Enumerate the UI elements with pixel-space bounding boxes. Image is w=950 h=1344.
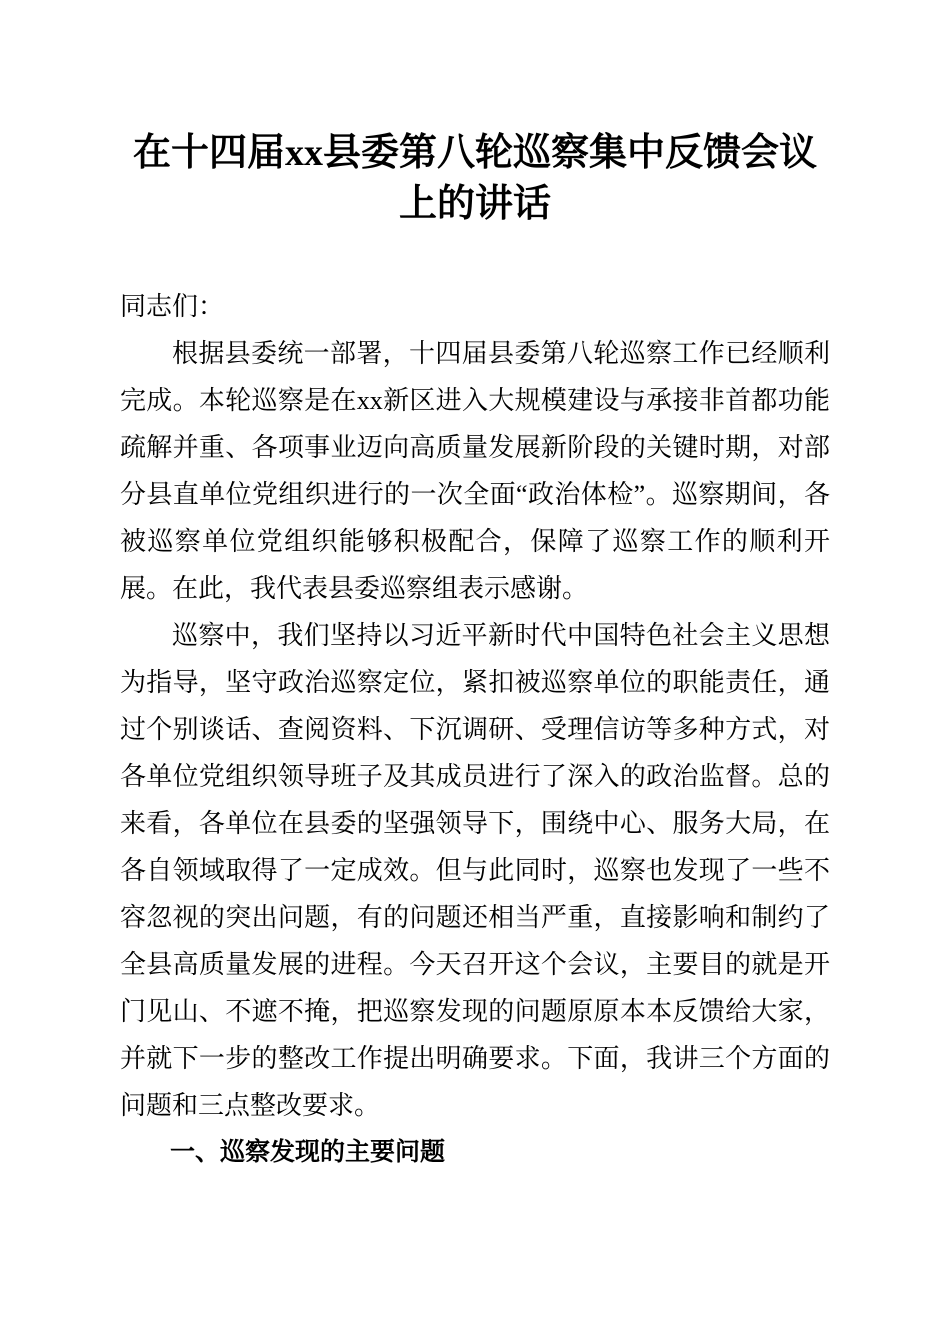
paragraph-1: 根据县委统一部署，十四届县委第八轮巡察工作已经顺利完成。本轮巡察是在xx新区进入大规模建设与承接非首都功能疏解并重、各项事业迈向高质量发展新阶段的关键时期，对部分县直单位党组织进行的一次全面“政治体检”。巡察期间，各被巡察单位党组织能够积极配合，保障了巡察工作的顺利开展。在此，我代表县委巡察组表示感谢。 xyxy=(120,338,830,603)
document-title: 在十四届xx县委第八轮巡察集中反馈会议上的讲话 xyxy=(132,132,817,226)
salutation: 同志们： xyxy=(120,291,225,321)
paragraph-2: 巡察中，我们坚持以习近平新时代中国特色社会主义思想为指导，坚守政治巡察定位，紧扣被巡察单位的职能责任，通过个别谈话、查阅资料、下沉调研、受理信访等多种方式，对各单位党组织领导班子及其成员进行了深入的政治监督。总的来看，各单位在县委的坚强领导下，围绕中心、服务大局，在各自领域取得了一定成效。但与此同时，巡察也发现了一些不容忽视的突出问题，有的问题还相当严重，直接影响和制约了全县高质量发展的进程。今天召开这个会议，主要目的就是开门见山、不遮不掩，把巡察发现的问题原原本本反馈给大家，并就下一步的整改工作提出明确要求。下面，我讲三个方面的问题和三点整改要求。 xyxy=(120,620,830,1120)
section-heading-1: 一、巡察发现的主要问题 xyxy=(170,1137,446,1166)
